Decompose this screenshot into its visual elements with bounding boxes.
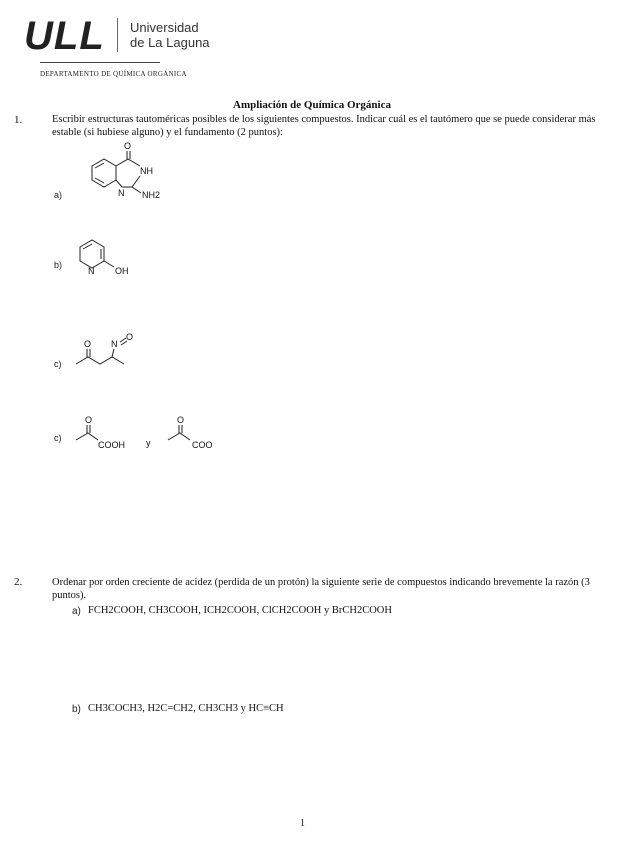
atom-n: N [118, 188, 125, 198]
atom-n-nitroso: N [111, 339, 118, 349]
group-coo: COO [192, 440, 213, 450]
university-line1: Universidad [130, 20, 199, 35]
atom-oh: OH [115, 266, 129, 276]
atom-o-ketone: O [84, 339, 92, 349]
item-a-label: a) [54, 190, 63, 200]
group-cooh: COOH [98, 440, 125, 450]
item-d-label: c) [54, 433, 62, 443]
question2-b-formula: CH3COCH3, H2C=CH2, CH3CH3 y HC≡CH [88, 703, 284, 714]
question2-text: Ordenar por orden creciente de acidez (perdida de un protón) la siguiente serie de compuestos indicando brevemente la razón (3 puntos). [52, 577, 590, 601]
atom-o-nitroso: O [126, 332, 134, 342]
atom-o-acid: O [85, 415, 93, 425]
question2-b-label: b) [72, 704, 81, 715]
department-name: DEPARTAMENTO DE QUÍMICA ORGÁNICA [40, 70, 187, 78]
question2-a-label: a) [72, 606, 81, 617]
atom-o-anion: O [177, 415, 185, 425]
item-b-label: b) [54, 260, 63, 270]
question1-number: 1. [14, 114, 23, 126]
university-line2: de La Laguna [130, 35, 210, 50]
atom-nh: NH [140, 166, 153, 176]
question2-a-formula: FCH2COOH, CH3COOH, ICH2COOH, ClCH2COOH y BrCH2COOH [88, 605, 392, 616]
document-title: Ampliación de Química Orgánica [233, 99, 391, 111]
word-y: y [146, 438, 151, 448]
atom-n-pyridine: N [88, 266, 95, 276]
question1-text: Escribir estructuras tautoméricas posibles de los siguientes compuestos. Indicar cuál es el tautómero que se puede considerar más estable (si hubiese alguno) y el fundamento (2 puntos): [52, 114, 596, 138]
question2-number: 2. [14, 576, 23, 588]
ull-logo: ULL [24, 14, 105, 58]
atom-o: O [124, 141, 132, 151]
atom-nh2: NH2 [142, 190, 161, 200]
page-number: 1 [300, 818, 305, 829]
item-c-label: c) [54, 359, 62, 369]
